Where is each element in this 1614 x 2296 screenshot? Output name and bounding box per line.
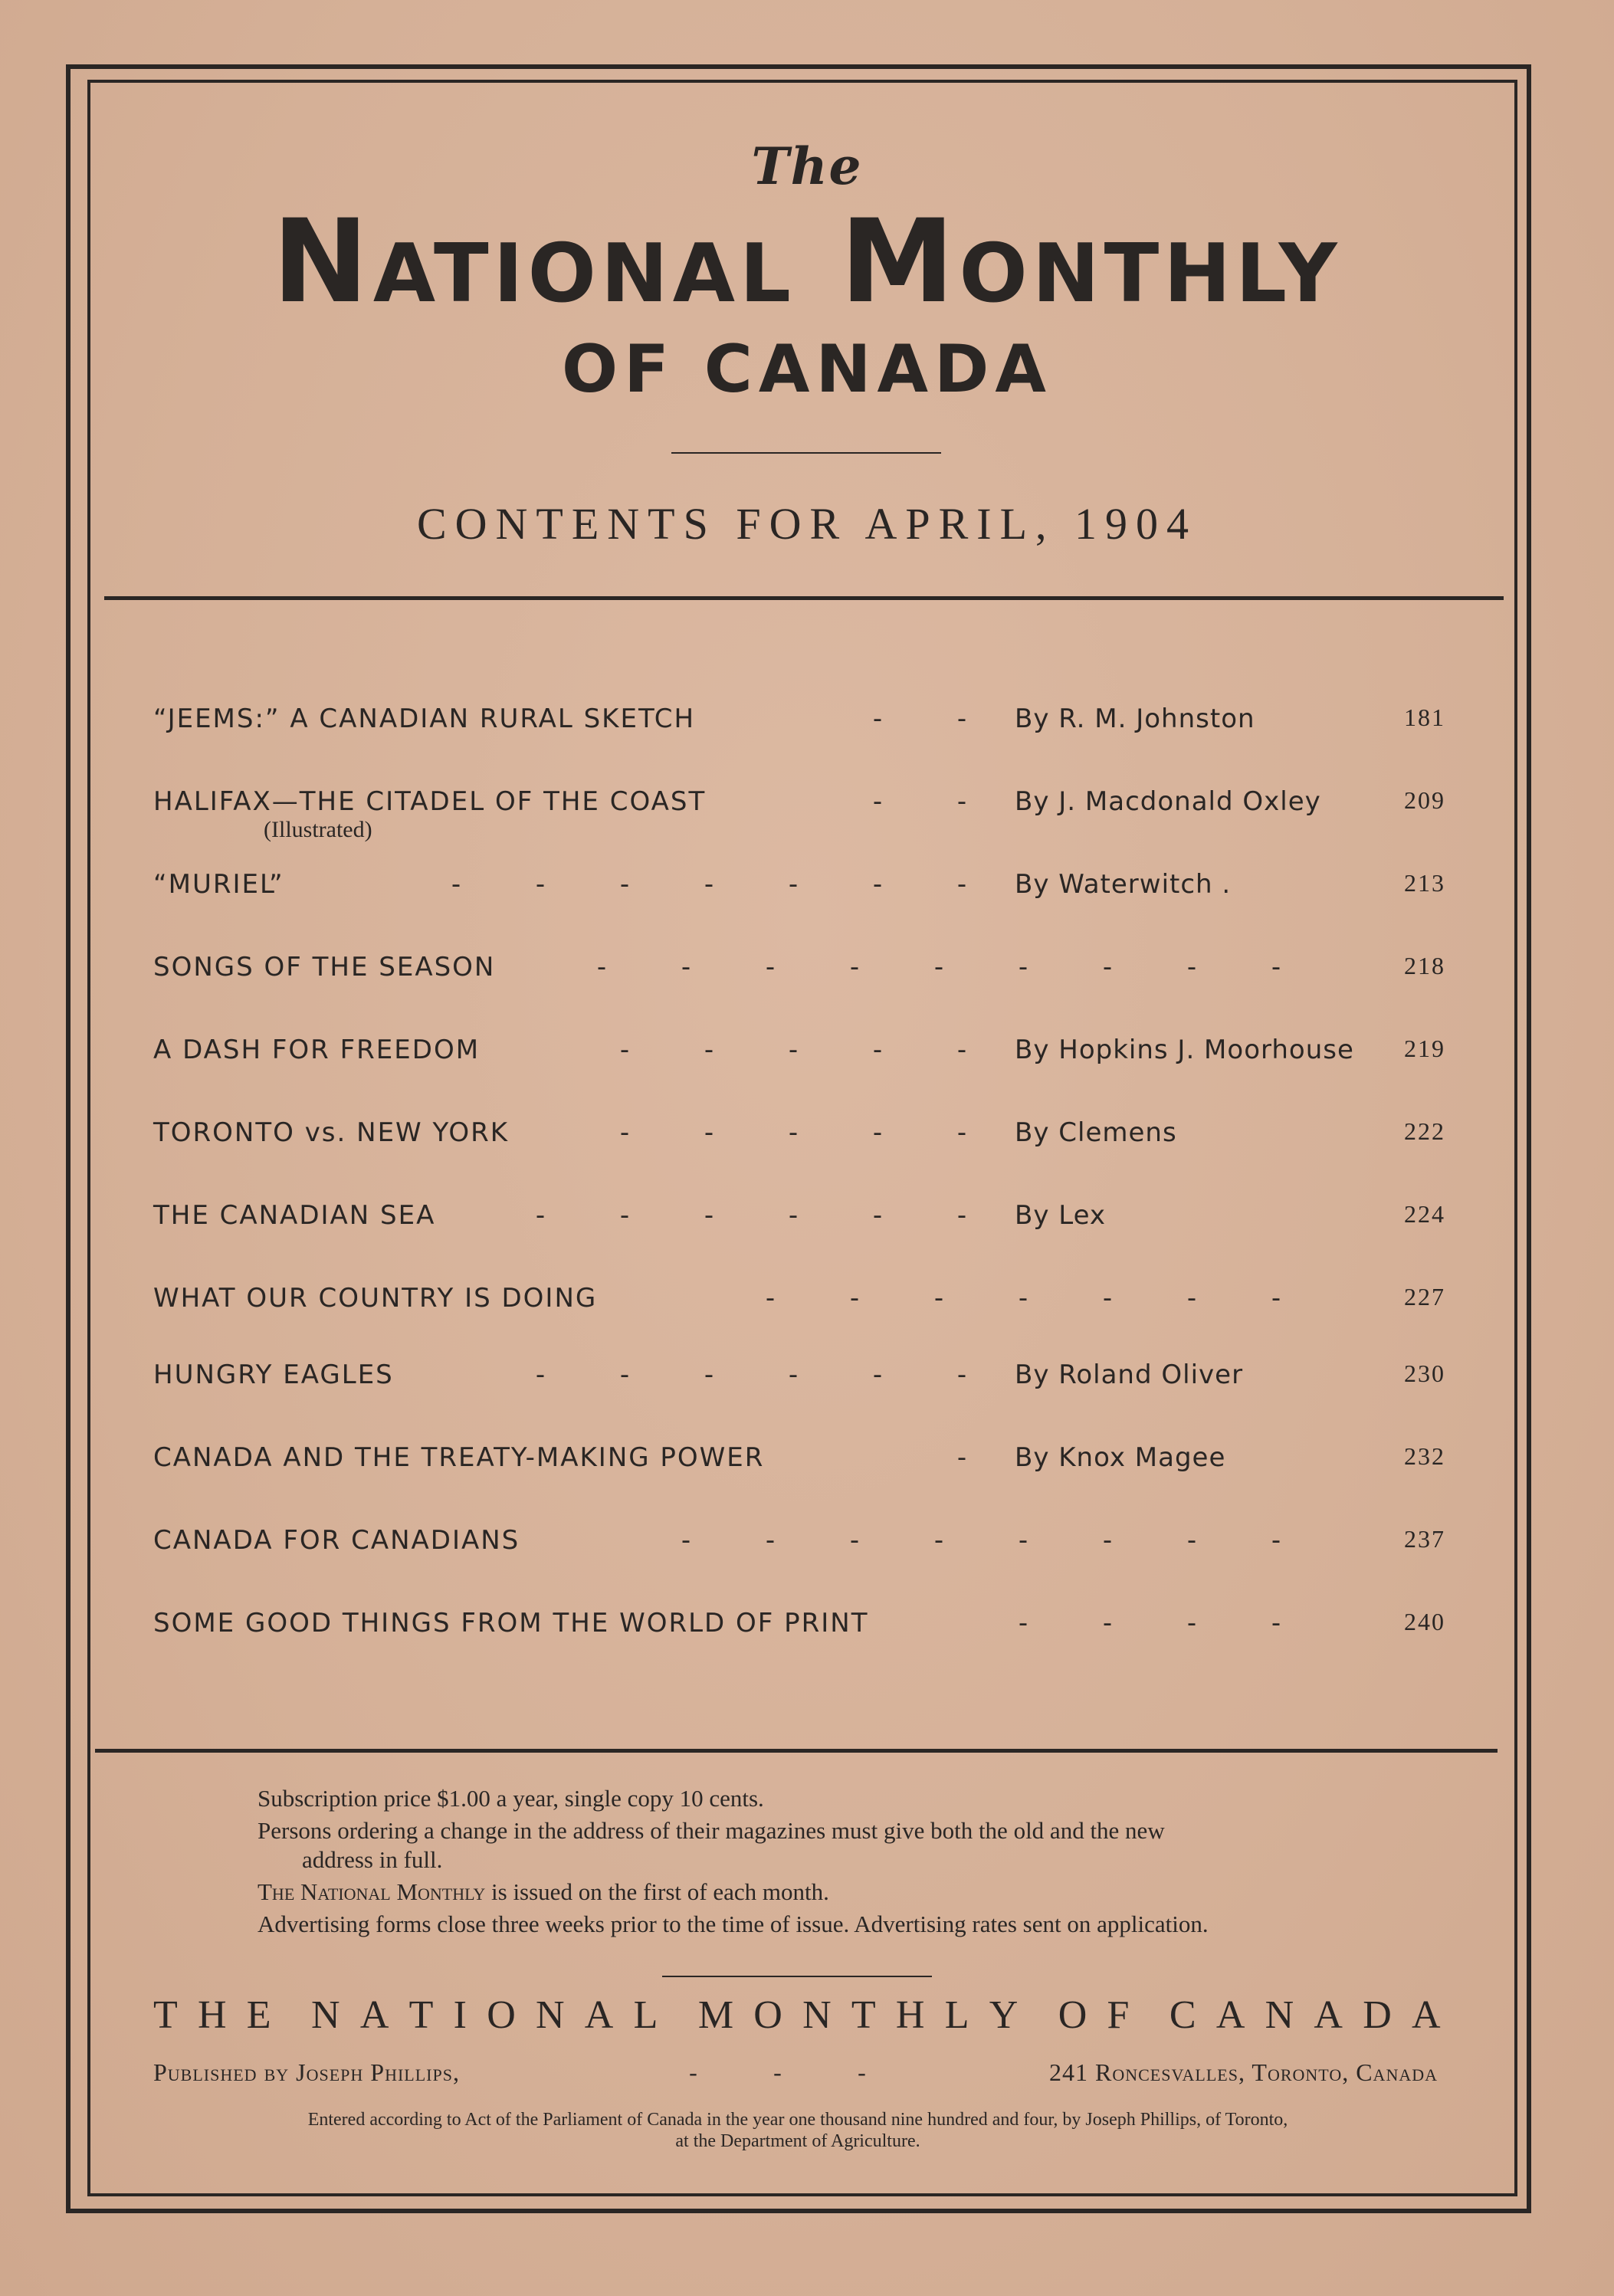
toc-author: By R. M. Johnston xyxy=(1015,704,1255,734)
leader-dash: - xyxy=(619,869,630,900)
toc-page-number: 227 xyxy=(1404,1283,1445,1310)
toc-leader-dots xyxy=(981,1608,1318,1638)
toc-row xyxy=(153,1283,1456,1329)
masthead-subtitle: OF CANADA xyxy=(562,331,1052,408)
toc-row xyxy=(153,1525,1456,1571)
toc-title: THE CANADIAN SEA xyxy=(153,1200,436,1231)
divider-short-footer xyxy=(662,1976,932,1977)
leader-dash: - xyxy=(1102,1283,1113,1314)
toc-subtitle: (Illustrated) xyxy=(264,817,372,842)
leader-dash: - xyxy=(858,2058,867,2086)
leader-dash: - xyxy=(773,2058,782,2086)
toc-page-number: 237 xyxy=(1404,1525,1445,1553)
footer-letter: T xyxy=(851,1993,876,2037)
leader-dash: - xyxy=(933,952,944,982)
toc-leader-dots xyxy=(835,786,1004,817)
leader-dash: - xyxy=(788,1360,799,1390)
toc-row xyxy=(153,1360,1456,1405)
footer-letter: O xyxy=(753,1993,782,2037)
leader-dash: - xyxy=(956,869,967,900)
masthead-title: National Monthly xyxy=(272,195,1342,329)
toc-author: By Clemens xyxy=(1015,1117,1177,1148)
toc-leader-dots xyxy=(559,952,1318,982)
leader-dash: - xyxy=(765,1525,776,1556)
leader-dash: - xyxy=(1018,1525,1028,1556)
leader-dash: - xyxy=(535,869,546,900)
leader-dash: - xyxy=(619,1360,630,1390)
footer-magazine-name xyxy=(153,1993,1441,2038)
toc-page-number: 209 xyxy=(1404,786,1445,814)
leader-dash: - xyxy=(704,1200,714,1231)
toc-author: By Waterwitch . xyxy=(1015,869,1232,900)
toc-page-number: 230 xyxy=(1404,1360,1445,1387)
contents-heading: CONTENTS FOR APRIL, 1904 xyxy=(416,499,1198,549)
note-magazine-name: The National Monthly xyxy=(258,1878,486,1905)
toc-title: “JEEMS:” A CANADIAN RURAL SKETCH xyxy=(153,704,696,734)
toc-page-number: 224 xyxy=(1404,1200,1445,1228)
leader-dash: - xyxy=(1271,1283,1281,1314)
toc-row xyxy=(153,786,1456,842)
toc-page-number: 181 xyxy=(1404,704,1445,731)
copyright-line-2: at the Department of Agriculture. xyxy=(675,2131,920,2151)
toc-page-number: 213 xyxy=(1404,869,1445,897)
footer-letter: A xyxy=(1215,1993,1245,2037)
footer-letter: E xyxy=(246,1993,271,2037)
footer-letter: T xyxy=(408,1993,434,2037)
leader-dash: - xyxy=(788,869,799,900)
toc-title: WHAT OUR COUNTRY IS DOING xyxy=(153,1283,598,1314)
toc-leader-dots xyxy=(582,1035,1004,1065)
leader-dash: - xyxy=(872,869,883,900)
leader-dash: - xyxy=(1018,1608,1028,1638)
toc-leader-dots xyxy=(920,1442,1004,1473)
toc-title: TORONTO vs. NEW YORK xyxy=(153,1117,510,1148)
leader-dash: - xyxy=(1186,1283,1197,1314)
leader-dash: - xyxy=(1186,952,1197,982)
footer-letter: N xyxy=(311,1993,340,2037)
leader-dash: - xyxy=(788,1035,799,1065)
footer-letter: H xyxy=(895,1993,925,2037)
toc-title: SOME GOOD THINGS FROM THE WORLD OF PRINT xyxy=(153,1608,869,1638)
footer-letter: T xyxy=(153,1993,178,2037)
toc-author: By Roland Oliver xyxy=(1015,1360,1244,1390)
leader-dash: - xyxy=(933,1525,944,1556)
toc-row xyxy=(153,952,1456,998)
footer-letter: C xyxy=(1169,1993,1196,2037)
toc-leader-dots xyxy=(728,1283,1318,1314)
toc-title: CANADA AND THE TREATY-MAKING POWER xyxy=(153,1442,765,1473)
leader-dash: - xyxy=(872,1360,883,1390)
leader-dash: - xyxy=(872,704,883,734)
leader-dash: - xyxy=(704,1035,714,1065)
toc-leader-dots xyxy=(498,1200,1004,1231)
leader-dash: - xyxy=(1102,1608,1113,1638)
toc-title: A DASH FOR FREEDOM xyxy=(153,1035,481,1065)
leader-dash: - xyxy=(872,786,883,817)
toc-author: By Hopkins J. Moorhouse xyxy=(1015,1035,1354,1065)
toc-title: “MURIEL” xyxy=(153,869,284,900)
footer-letter: D xyxy=(1363,1993,1392,2037)
leader-dash: - xyxy=(956,704,967,734)
leader-dash: - xyxy=(956,1360,967,1390)
note-advertising: Advertising forms close three weeks prior to the time of issue. Advertising rates sent on application. xyxy=(258,1911,1209,1937)
leader-dash: - xyxy=(681,952,691,982)
leader-dash: - xyxy=(765,1283,776,1314)
footer-letter: F xyxy=(1107,1993,1130,2037)
leader-dash: - xyxy=(704,1360,714,1390)
footer-letter: A xyxy=(584,1993,614,2037)
leader-dash: - xyxy=(765,952,776,982)
publisher-leader-dots xyxy=(651,2058,904,2087)
toc-row xyxy=(153,704,1456,749)
toc-title: CANADA FOR CANADIANS xyxy=(153,1525,520,1556)
toc-row xyxy=(153,1442,1456,1488)
toc-row xyxy=(153,1608,1456,1654)
publisher-name: Published by Joseph Phillips, xyxy=(153,2058,460,2086)
toc-page-number: 222 xyxy=(1404,1117,1445,1145)
toc-row xyxy=(153,869,1456,915)
note-issue-text: is issued on the first of each month. xyxy=(485,1878,829,1905)
leader-dash: - xyxy=(1102,952,1113,982)
toc-leader-dots xyxy=(582,1117,1004,1148)
toc-row xyxy=(153,1035,1456,1081)
toc-leader-dots xyxy=(644,1525,1318,1556)
leader-dash: - xyxy=(872,1117,883,1148)
note-issue-date xyxy=(258,1878,1392,1907)
leader-dash: - xyxy=(451,869,461,900)
note-address-change: Persons ordering a change in the address of their magazines must give both the old and the new xyxy=(258,1817,1165,1844)
leader-dash: - xyxy=(619,1035,630,1065)
footer-letter: M xyxy=(697,1993,734,2037)
footer-letter: A xyxy=(359,1993,389,2037)
footer-letter: O xyxy=(1058,1993,1087,2037)
leader-dash: - xyxy=(849,952,860,982)
leader-dash: - xyxy=(849,1525,860,1556)
leader-dash: - xyxy=(788,1117,799,1148)
leader-dash: - xyxy=(1271,952,1281,982)
toc-leader-dots xyxy=(414,869,1004,900)
leader-dash: - xyxy=(1102,1525,1113,1556)
footer-letter: I xyxy=(453,1993,467,2037)
leader-dash: - xyxy=(1271,1608,1281,1638)
leader-dash: - xyxy=(535,1360,546,1390)
leader-dash: - xyxy=(933,1283,944,1314)
footer-letter: N xyxy=(802,1993,832,2037)
footer-letter: A xyxy=(1412,1993,1441,2037)
leader-dash: - xyxy=(535,1200,546,1231)
toc-title: HALIFAX—THE CITADEL OF THE COAST xyxy=(153,786,707,817)
footer-letter: O xyxy=(487,1993,516,2037)
footer-letter: H xyxy=(198,1993,227,2037)
leader-dash: - xyxy=(1186,1608,1197,1638)
note-address-change-cont: address in full. xyxy=(302,1846,443,1873)
leader-dash: - xyxy=(956,786,967,817)
publisher-address: 241 Roncesvalles, Toronto, Canada xyxy=(1049,2058,1438,2086)
leader-dash: - xyxy=(956,1200,967,1231)
leader-dash: - xyxy=(788,1200,799,1231)
toc-leader-dots xyxy=(498,1360,1004,1390)
note-subscription: Subscription price $1.00 a year, single copy 10 cents. xyxy=(258,1785,764,1812)
leader-dash: - xyxy=(956,1035,967,1065)
toc-page-number: 219 xyxy=(1404,1035,1445,1062)
subscription-notes xyxy=(258,1784,1392,1942)
leader-dash: - xyxy=(704,869,714,900)
leader-dash: - xyxy=(619,1200,630,1231)
leader-dash: - xyxy=(956,1442,967,1473)
toc-author: By Lex xyxy=(1015,1200,1107,1231)
divider-top-thick xyxy=(104,596,1504,600)
leader-dash: - xyxy=(956,1117,967,1148)
toc-title: SONGS OF THE SEASON xyxy=(153,952,496,982)
leader-dash: - xyxy=(1271,1525,1281,1556)
leader-dash: - xyxy=(1018,1283,1028,1314)
footer-letter: A xyxy=(1314,1993,1343,2037)
toc-page-number: 232 xyxy=(1404,1442,1445,1470)
toc-author: By J. Macdonald Oxley xyxy=(1015,786,1321,817)
footer-letter: Y xyxy=(989,1993,1019,2037)
copyright-line-1: Entered according to Act of the Parliament of Canada in the year one thousand nine hundred and four, by Joseph Phillips, of Toronto, xyxy=(307,2110,1288,2130)
toc-page-number: 218 xyxy=(1404,952,1445,979)
leader-dash: - xyxy=(596,952,607,982)
leader-dash: - xyxy=(1186,1525,1197,1556)
leader-dash: - xyxy=(689,2058,698,2086)
divider-short xyxy=(671,452,941,454)
leader-dash: - xyxy=(704,1117,714,1148)
toc-title: HUNGRY EAGLES xyxy=(153,1360,394,1390)
divider-bottom-thick xyxy=(95,1749,1498,1753)
toc-row xyxy=(153,1117,1456,1163)
leader-dash: - xyxy=(872,1035,883,1065)
toc-author: By Knox Magee xyxy=(1015,1442,1226,1473)
footer-letter: N xyxy=(1265,1993,1294,2037)
footer-letter: L xyxy=(944,1993,969,2037)
footer-letter: L xyxy=(633,1993,658,2037)
leader-dash: - xyxy=(681,1525,691,1556)
leader-dash: - xyxy=(1018,952,1028,982)
leader-dash: - xyxy=(849,1283,860,1314)
masthead-the: The xyxy=(751,136,863,196)
toc-leader-dots xyxy=(835,704,1004,734)
leader-dash: - xyxy=(872,1200,883,1231)
copyright-notice xyxy=(150,2109,1445,2152)
footer-letter: N xyxy=(535,1993,565,2037)
toc-row xyxy=(153,1200,1456,1246)
toc-page-number: 240 xyxy=(1404,1608,1445,1635)
leader-dash: - xyxy=(619,1117,630,1148)
